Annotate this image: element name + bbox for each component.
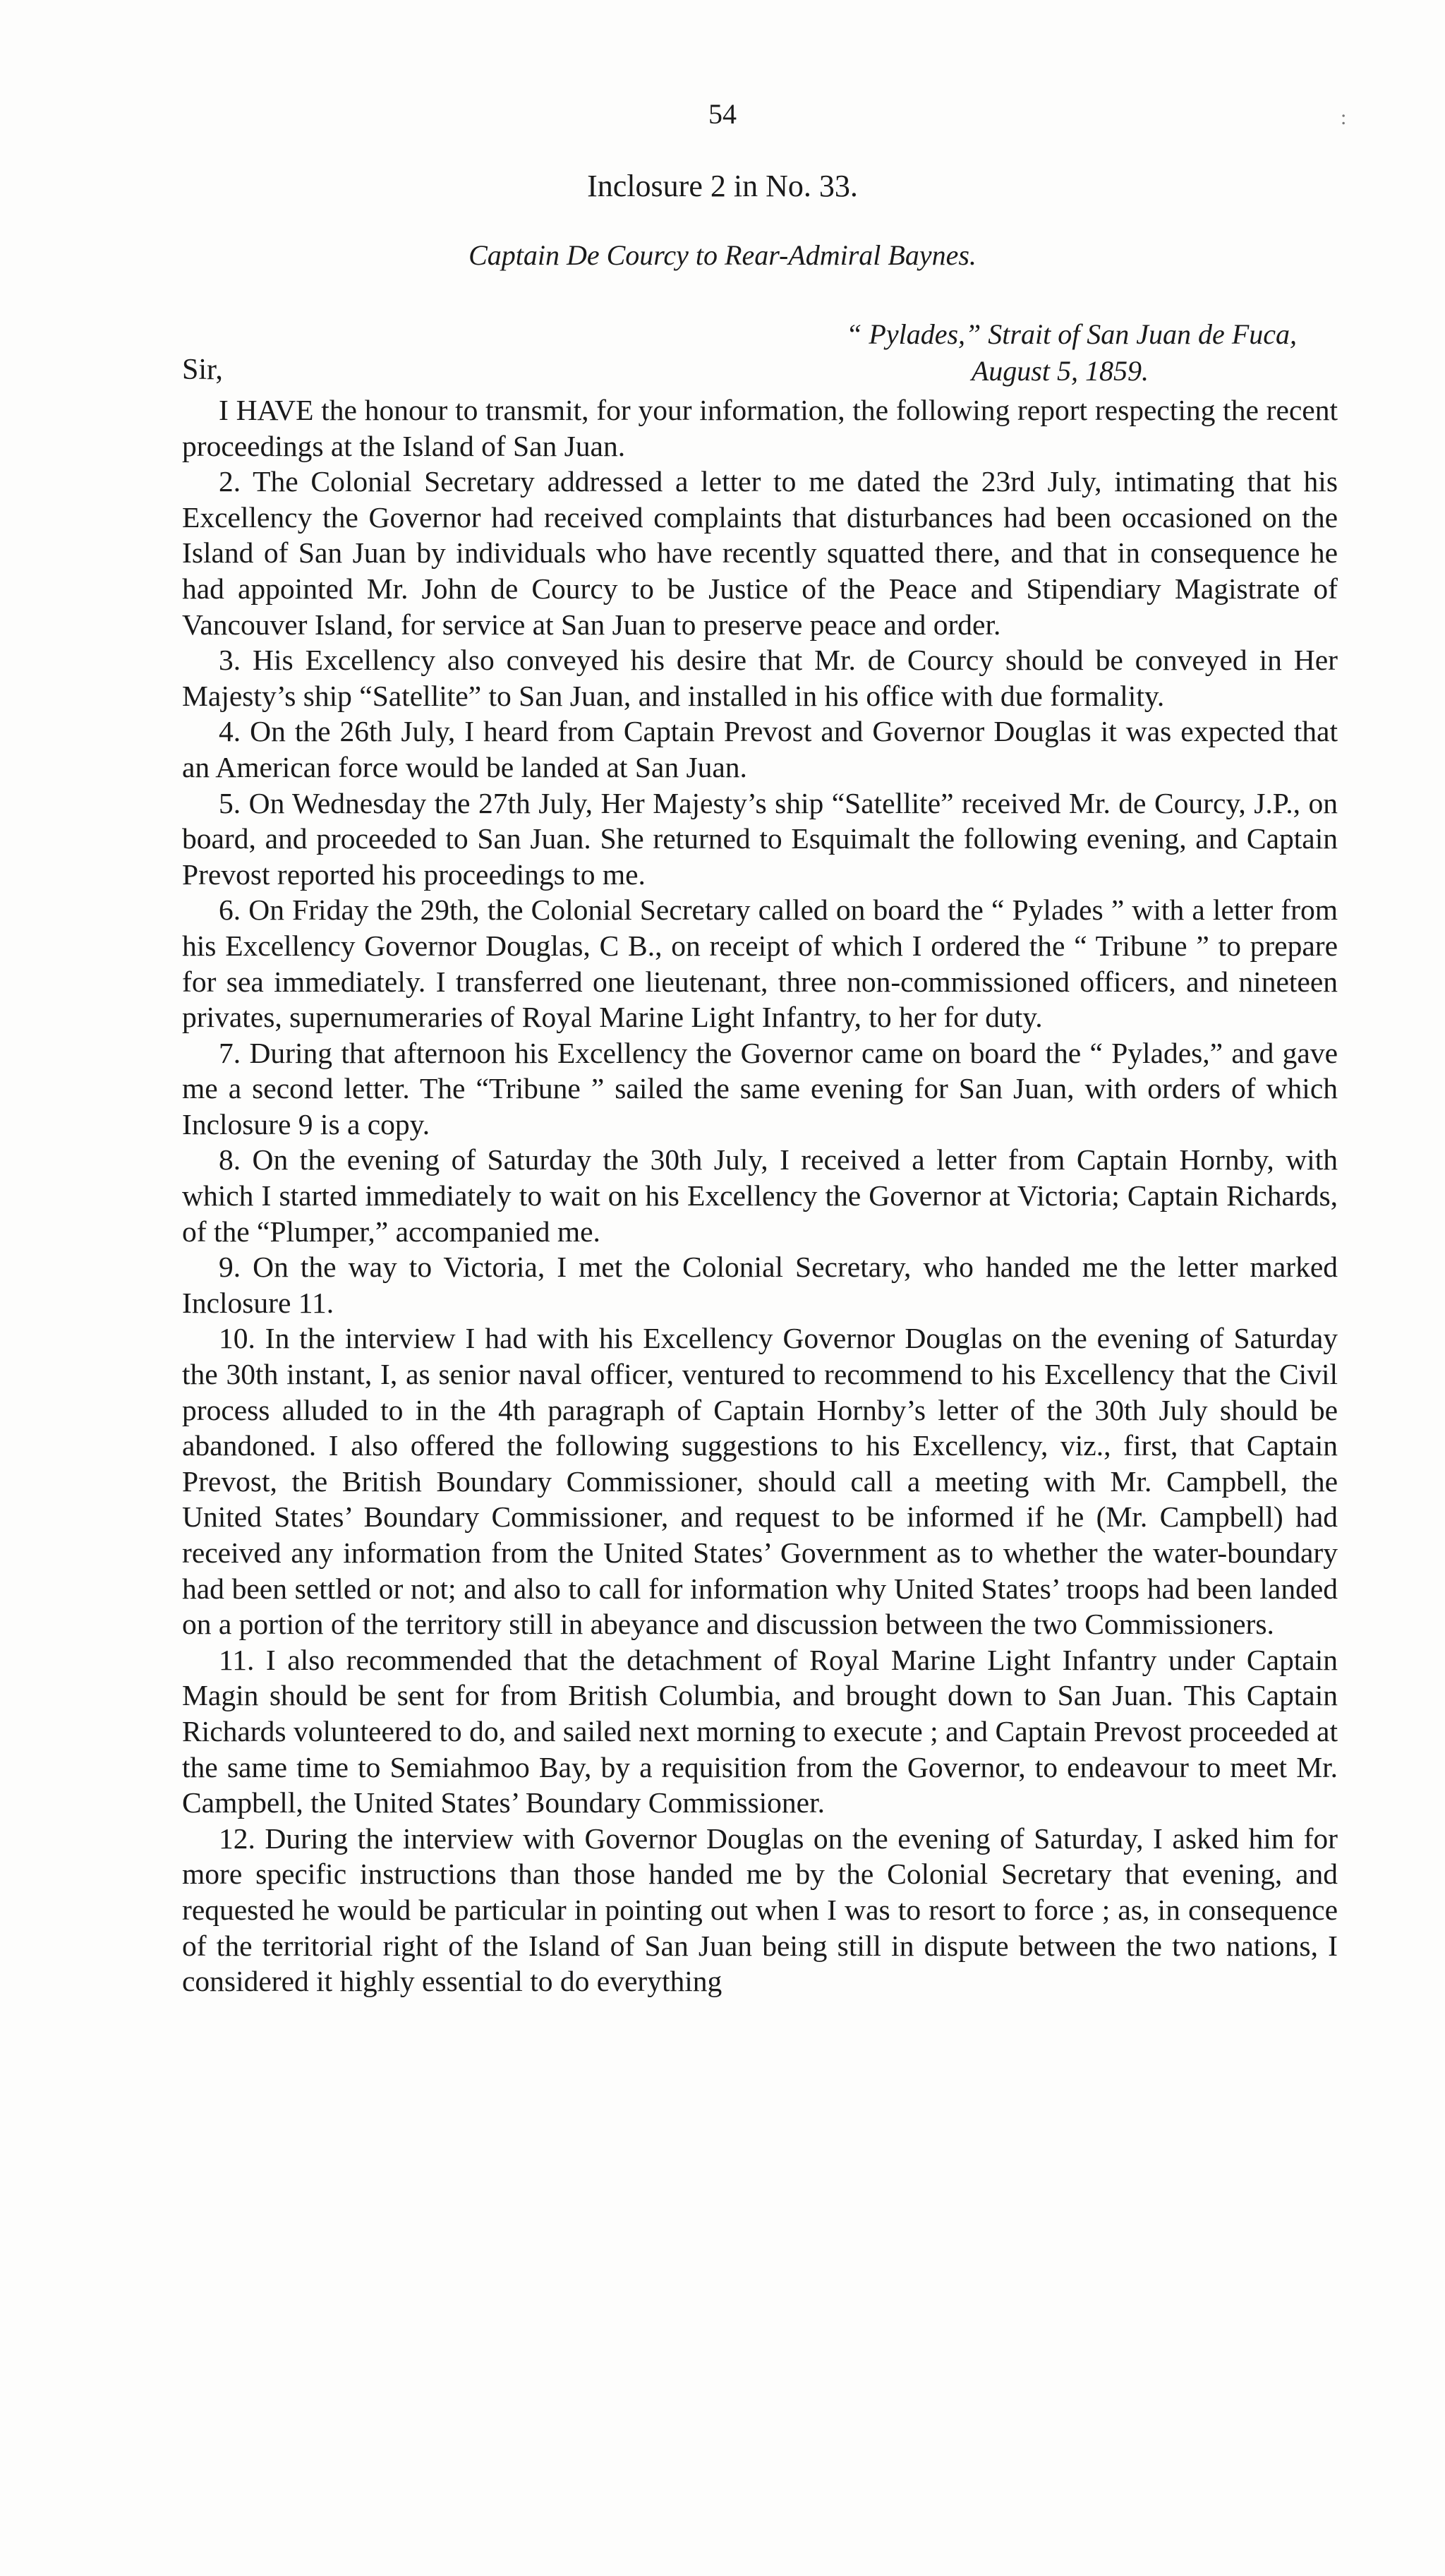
paragraph-3: 3. His Excellency also conveyed his desire that Mr. de Courcy should be conveyed in Her Majesty’s ship “Satellite” to San Juan, and installed in his office with due formality.	[182, 644, 1338, 712]
paragraph-5: 5. On Wednesday the 27th July, Her Majesty’s ship “Satellite” received Mr. de Courcy, J.P., on board, and proceeded to San Juan. She returned to Esquimalt the following evening, and Captain Prevost reported his proceedings to me.	[182, 786, 1338, 891]
letter-body	[182, 392, 1338, 1999]
paragraph-9: 9. On the way to Victoria, I met the Colonial Secretary, who handed me the letter marked Inclosure 11.	[182, 1251, 1338, 1319]
paragraph-12: 12. During the interview with Governor Douglas on the evening of Saturday, I asked him for more specific instructions than those handed me by the Colonial Secretary that evening, and requested he would be particular in pointing out when I was to resort to force ; as, in consequence of the territorial right of the Island of San Juan being still in dispute between the two nations, I considered it highly essential to do everything	[182, 1822, 1338, 1998]
paragraph-7: 7. During that afternoon his Excellency the Governor came on board the “ Pylades,” and gave me a second letter. The “Tribune ” sailed the same evening for San Juan, with orders of which Inclosure 9 is a copy.	[182, 1036, 1338, 1140]
letter-subheading: Captain De Courcy to Rear-Admiral Baynes.	[468, 239, 977, 271]
paragraph-2: 2. The Colonial Secretary addressed a letter to me dated the 23rd July, intimating that his Excellency the Governor had received complaints that disturbances had been occasioned on the Island of San Juan by individuals who have recently squatted there, and that in consequence he had appointed Mr. John de Courcy to be Justice of the Peace and Stipendiary Magistrate of Vancouver Island, for service at San Juan to preserve peace and order.	[182, 465, 1338, 641]
paragraph-4: 4. On the 26th July, I heard from Captain Prevost and Governor Douglas it was expected that an American force would be landed at San Juan.	[182, 715, 1338, 783]
dateline-date: August 5, 1859.	[971, 355, 1149, 387]
margin-mark: :	[1341, 106, 1347, 129]
dateline	[846, 316, 1297, 390]
salutation: Sir,	[182, 354, 223, 386]
paragraph-8: 8. On the evening of Saturday the 30th July, I received a letter from Captain Hornby, with which I started immediately to wait on his Excellency the Governor at Victoria; Captain Richards, of the “Plumper,” accompanied me.	[182, 1143, 1338, 1248]
page-number: 54	[708, 98, 737, 130]
paragraph-1: I HAVE the honour to transmit, for your information, the following report respecting the recent proceedings at the Island of San Juan.	[182, 394, 1338, 462]
dateline-location: “ Pylades,” Strait of San Juan de Fuca,	[846, 318, 1297, 350]
paragraph-11: 11. I also recommended that the detachment of Royal Marine Light Infantry under Captain Magin should be sent for from British Columbia, and brought down to San Juan. This Captain Richards volunteered to do, and sailed next morning to execute ; and Captain Prevost proceeded at the same time to Semiahmoo Bay, by a requisition from the Governor, to endeavour to meet Mr. Campbell, the United States’ Boundary Commissioner.	[182, 1643, 1338, 1819]
inclosure-heading: Inclosure 2 in No. 33.	[587, 169, 858, 203]
paragraph-10: 10. In the interview I had with his Excellency Governor Douglas on the evening of Saturday the 30th instant, I, as senior naval officer, ventured to recommend to his Excellency that the Civil process alluded to in the 4th paragraph of Captain Hornby’s letter of the 30th July should be abandoned. I also offered the following suggestions to his Excellency, viz., first, that Captain Prevost, the British Boundary Commissioner, should call a meeting with Mr. Campbell, the United States’ Boundary Commissioner, and request to be informed if he (Mr. Campbell) had received any information from the United States’ Government as to whether the water-boundary had been settled or not; and also to call for information why United States’ troops had been landed on a portion of the territory still in abeyance and discussion between the two Commissioners.	[182, 1322, 1338, 1641]
paragraph-6: 6. On Friday the 29th, the Colonial Secretary called on board the “ Pylades ” with a letter from his Excellency Governor Douglas, C B., on receipt of which I ordered the “ Tribune ” to prepare for sea immediately. I transferred one lieutenant, three non-commissioned officers, and nineteen privates, supernumeraries of Royal Marine Light Infantry, to her for duty.	[182, 893, 1338, 1034]
